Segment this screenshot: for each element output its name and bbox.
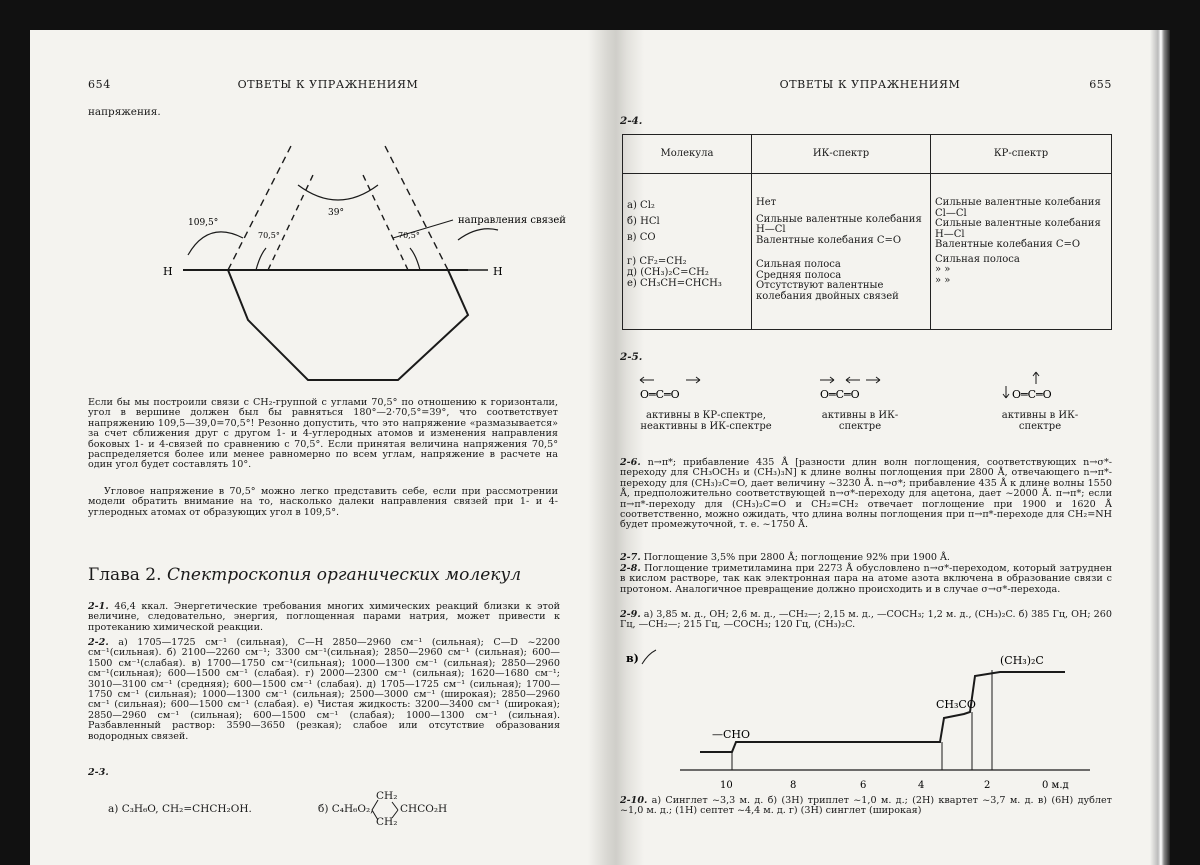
- raman-cell: Сильные валентные колебания Cl—Cl Сильные валентные колебания H—Cl Валентные колебания C=O Сильная полоса » » » »: [931, 174, 1112, 330]
- atom-h-right: H: [493, 265, 503, 278]
- mode-asymmetric: [820, 377, 880, 401]
- top-word: напряжения.: [88, 106, 161, 118]
- chapter-number: Глава 2.: [88, 565, 162, 585]
- angle-top-label: 39°: [328, 208, 344, 218]
- book-spread: [30, 30, 1170, 865]
- answer-2-6: 2-6. n→π*; прибавление 435 Å [разности длин волн поглощения, соответствующих n→σ*-переходу для CH₃OCH₃ и (CH₃)₃N] к длине волны поглощения при 2800 Å, отвечающего n→π*-переходу для (CH₃)₂C=O, дает величину ~3230 Å. n→σ*; прибавление 435 Å к длине волны 1550 Å, предположительно соответствующей n→σ*-переходу для ацетона, дает ~2000 Å. π→π*; если π→π*-переходу для (CH₃)₂C=O и CH₂=CH₂ отвечает поглощение при 1900 и 1620 Å соответственно, можно ожидать, что длина волны поглощения при π→π*-переходе для CH₂=NH будет промежуточной, т. е. ~1750 Å.: [620, 457, 1112, 531]
- bond-direction-label: направления связей: [458, 215, 566, 226]
- answer-2-10: 2-10. а) Синглет ~3,3 м. д. б) (3H) триплет ~1,0 м. д.; (2H) квартет ~3,7 м. д. в) (6H) дублет ~1,0 м. д.; (1H) септет ~4,4 м. д. г) (3H) синглет (широкая): [620, 795, 1112, 817]
- page-number: 654: [88, 78, 111, 91]
- answer-2-1: 2-1. 46,4 ккал. Энергетические требования многих химических реакций близки к этой величине, следовательно, энергия, поглощенная парами натрия, может привести к протеканию химической реакции.: [88, 601, 560, 633]
- spectrum-part-label: в): [626, 652, 639, 665]
- answer-2-5-label: 2-5.: [620, 351, 643, 363]
- table-row: [623, 174, 1112, 330]
- strain-diagram: [148, 130, 566, 390]
- svg-text:O═C═O: O═C═O: [820, 388, 860, 401]
- answer-2-4-label: 2-4.: [620, 115, 643, 127]
- page-edge: [1150, 30, 1170, 865]
- col-header-molecule: Молекула: [623, 135, 752, 174]
- tick-label: 6: [860, 780, 867, 791]
- right-page: [620, 30, 1120, 865]
- running-title: ОТВЕТЫ К УПРАЖНЕНИЯМ: [237, 78, 419, 91]
- mode-caption-3: активны в ИК-спектре: [1001, 410, 1079, 432]
- page-number: 655: [1089, 78, 1112, 91]
- strain-paragraph-1: Если бы мы построили связи с CH₂-группой с углами 70,5° по отношению к горизонтали, угол в вершине должен был бы равняться 180°—2·70,5°=39°, что соответствует напряжению 109,5—39,0=70,5°! Резонно допустить, что это напряжение «размазывается» за счет сближения друг с другом 1- и 4-углеродных атомов и изменения направления боковых 1- и 4-связей по сравнению с 70,5°. Если принятая величина напряжения 70,5° распределяется более или менее равномерно по всем углам, напряжение в расчете на один угол будет составлять 10°.: [88, 397, 558, 471]
- chapter-heading: [88, 565, 521, 585]
- tick-label: 8: [790, 780, 797, 791]
- peak-label-ch32c: (CH₃)₂C: [1000, 654, 1044, 667]
- mode-caption-1: активны в КР-спектре, неактивны в ИК-спектре: [640, 410, 772, 432]
- molecule-cell: а) Cl₂ б) HCl в) CO г) CF₂=CH₂ д) (CH₃)₂C=CH₂ е) CH₃CH=CHCH₃: [623, 174, 752, 330]
- mode-bending: [1003, 372, 1052, 401]
- ir-raman-table: [622, 134, 1112, 330]
- strain-paragraph-2: Угловое напряжение в 70,5° можно легко представить себе, если при рассмотрении модели обратить внимание на то, насколько далеки направления связей при 1- и 4-углеродных атомах от образующих угол в 109,5°.: [88, 486, 558, 518]
- tick-label: 2: [984, 780, 991, 791]
- answer-2-2: 2-2. а) 1705—1725 см⁻¹ (сильная), C—H 2850—2960 см⁻¹ (сильная); C—D ~2200 см⁻¹(сильная). б) 2100—2260 см⁻¹; 3300 см⁻¹(сильная); 2850—2960 см⁻¹ (сильная); 600—1500 см⁻¹(слабая). в) 1700—1750 см⁻¹(сильная); 1000—1300 см⁻¹ (сильная); 2850—2960 см⁻¹(сильная); 600—1500 см⁻¹ (слабая). г) 2000—2300 см⁻¹ (сильная); 1620—1680 см⁻¹; 3010—3100 см⁻¹ (средняя); 600—1500 см⁻¹ (слабая). д) 1705—1725 см⁻¹ (сильная); 1700—1750 см⁻¹ (сильная); 1000—1300 см⁻¹ (сильная); 2500—3000 см⁻¹ (широкая); 2850—2960 см⁻¹ (сильная); 600—1500 см⁻¹ (слабая). е) Чистая жидкость: 3200—3400 см⁻¹ (широкая); 2850—2960 см⁻¹ (сильная); 600—1500 см⁻¹ (слабая); 1000—1300 см⁻¹ (сильная). Разбавленный раствор: 3590—3650 (резкая); слабое или отсутствие образования водородных связей.: [88, 637, 560, 742]
- tick-label: 0 м.д: [1042, 780, 1069, 791]
- answer-2-3-label: 2-3.: [88, 767, 109, 778]
- atom-h-left: H: [163, 265, 173, 278]
- mode-caption-2: активны в ИК-спектре: [821, 410, 899, 432]
- svg-text:O═C═O: O═C═O: [1012, 388, 1052, 401]
- mode-symmetric: [640, 377, 700, 401]
- tick-label: 4: [918, 780, 925, 791]
- ir-cell: Нет Сильные валентные колебания H—Cl Валентные колебания C=O Сильная полоса Средняя полоса Отсутствуют валентные колебания двойных связей: [752, 174, 931, 330]
- svg-text:O═C═O: O═C═O: [640, 388, 680, 401]
- co2-vibration-modes: [640, 368, 1100, 408]
- angle-left-label: 109,5°: [188, 218, 219, 228]
- answer-2-3-formulas: а) C₃H₆O, CH₂=CHCH₂OH. б) C₄H₆O₂, CH₂ CH₂ CHCO₂H: [108, 790, 448, 828]
- tick-label: 10: [720, 780, 733, 791]
- angle-inner-left-label: 70,5°: [258, 231, 280, 240]
- angle-inner-right-label: 70,5°: [398, 231, 420, 240]
- chapter-title: Спектроскопия органических молекул: [166, 565, 522, 585]
- peak-label-ch3co: CH₃CO: [936, 698, 976, 711]
- col-header-raman: КР-спектр: [931, 135, 1112, 174]
- answer-2-9: 2-9. а) 3,85 м. д., OH; 2,6 м. д., —CH₂—; 2,15 м. д., —COCH₃; 1,2 м. д., (CH₃)₂C. б) 385 Гц, OH; 260 Гц, —CH₂—; 215 Гц, —COCH₃; 120 Гц, (CH₃)₂C.: [620, 609, 1112, 631]
- peak-label-cho: —CHO: [712, 728, 751, 741]
- answer-2-8: 2-8. Поглощение триметиламина при 2273 Å обусловлено n→σ*-переходом, который затруднен в кислом растворе, так как электронная пара на атоме азота включена в образование связи с протоном. Аналогичное превращение должно происходить и в случае σ→σ*-перехода.: [620, 563, 1112, 595]
- nmr-integral-spectrum: [620, 642, 1120, 792]
- answer-2-7: 2-7. Поглощение 3,5% при 2800 Å; поглощение 92% при 1900 Å.: [620, 552, 950, 563]
- running-title: ОТВЕТЫ К УПРАЖНЕНИЯМ: [779, 78, 961, 91]
- table-header-row: [623, 135, 1112, 174]
- col-header-ir: ИК-спектр: [752, 135, 931, 174]
- left-page: [88, 30, 568, 865]
